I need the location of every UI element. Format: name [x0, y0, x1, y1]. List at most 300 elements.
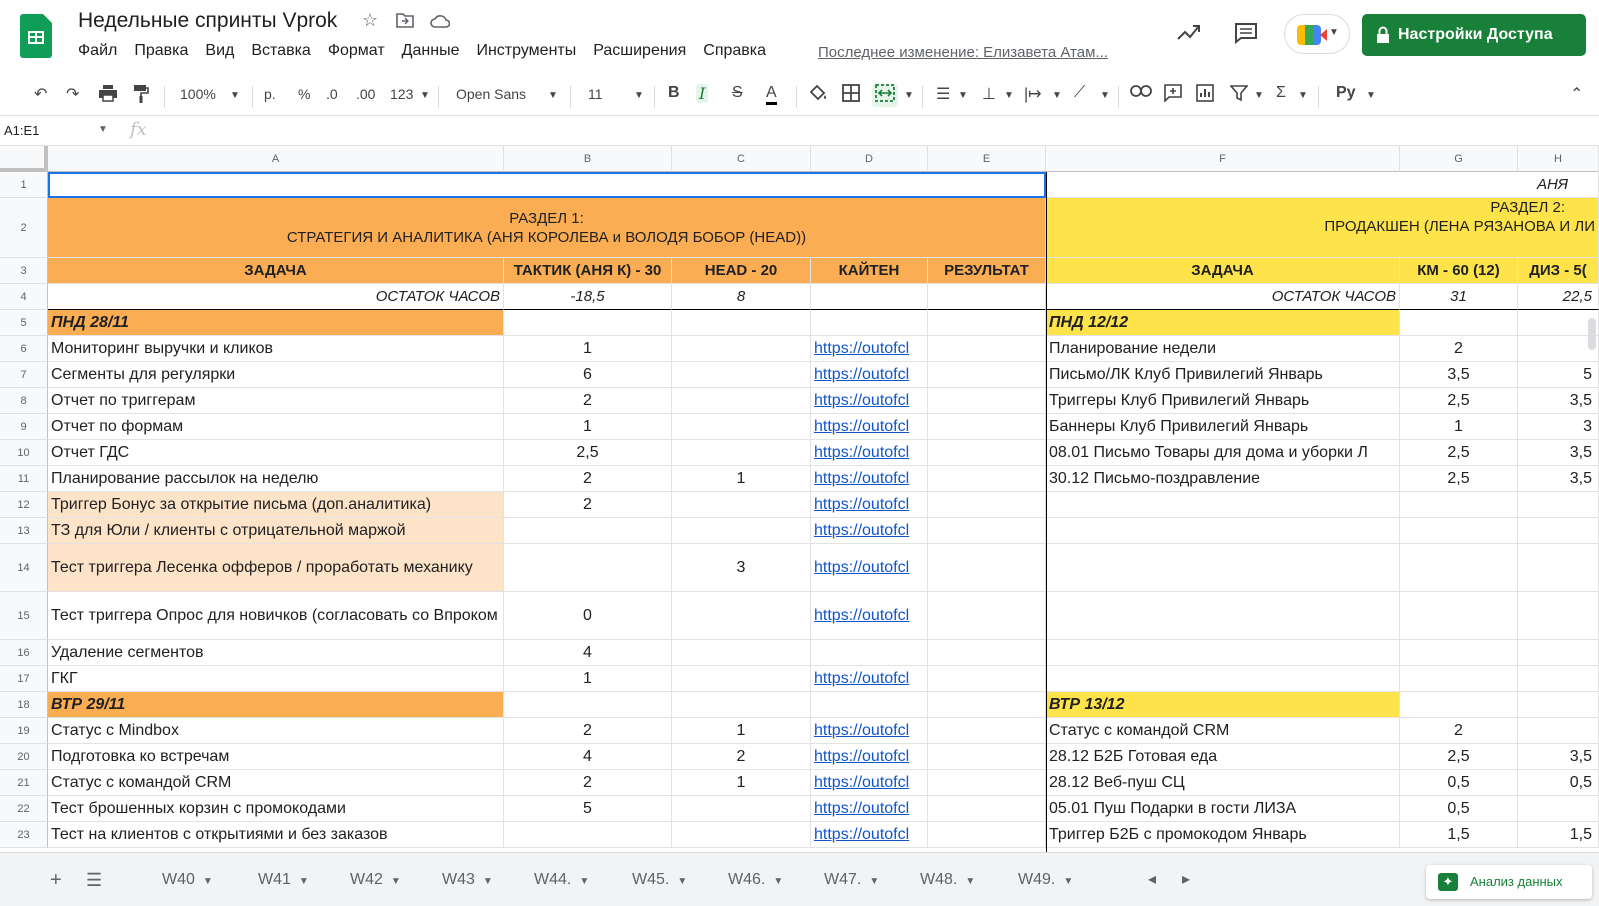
- section2-header-f[interactable]: ЗАДАЧА: [1046, 258, 1400, 284]
- section1-remaining-b[interactable]: -18,5: [504, 284, 672, 310]
- chevron-down-icon: ▼: [390, 876, 401, 887]
- document-title[interactable]: Недельные спринты Vprok: [78, 9, 338, 32]
- sheet-tab-label: W43: [442, 871, 475, 888]
- sheet-tab-label: W48.: [920, 871, 958, 888]
- sheet-tab-w43[interactable]: [442, 865, 493, 895]
- km-hours-cell[interactable]: [1400, 518, 1518, 544]
- scroll-tabs-left-icon[interactable]: ◂: [1148, 871, 1157, 888]
- strikethrough-button[interactable]: S: [732, 84, 743, 101]
- share-button[interactable]: [1362, 14, 1586, 56]
- tactic-hours-cell[interactable]: 0: [504, 592, 672, 640]
- kaiten-link[interactable]: https://outofcl: [811, 492, 928, 518]
- km-hours-cell[interactable]: 2,5: [1400, 440, 1518, 466]
- head-hours-cell[interactable]: [672, 336, 811, 362]
- result-cell[interactable]: [928, 336, 1046, 362]
- explore-button[interactable]: [1426, 865, 1592, 899]
- section1-title[interactable]: [48, 198, 1046, 258]
- km-hours-cell[interactable]: [1400, 666, 1518, 692]
- kaiten-link[interactable]: https://outofcl: [811, 770, 928, 796]
- menu-data[interactable]: Данные: [401, 42, 460, 59]
- task-cell[interactable]: Статус с Mindbox: [48, 718, 504, 744]
- tactic-hours-cell[interactable]: 2: [504, 466, 672, 492]
- text-rotation-icon[interactable]: ⟋: [1074, 84, 1086, 101]
- result-cell[interactable]: [928, 718, 1046, 744]
- task-cell[interactable]: [1046, 640, 1400, 666]
- km-hours-cell[interactable]: [1400, 592, 1518, 640]
- row-header-5[interactable]: 5: [0, 310, 48, 336]
- diz-hours-cell[interactable]: 1,5: [1518, 822, 1599, 848]
- head-hours-cell[interactable]: 1: [672, 770, 811, 796]
- toolbar: [0, 76, 1599, 116]
- task-cell[interactable]: [1046, 492, 1400, 518]
- insert-chart-icon[interactable]: [1196, 84, 1214, 107]
- all-sheets-icon[interactable]: ☰: [86, 870, 103, 890]
- kaiten-link[interactable]: https://outofcl: [811, 362, 928, 388]
- tactic-hours-cell[interactable]: 6: [504, 362, 672, 388]
- paint-format-icon[interactable]: [132, 84, 150, 109]
- section1-header-c[interactable]: HEAD - 20: [672, 258, 811, 284]
- section2-title-line1: РАЗДЕЛ 2:: [1490, 199, 1565, 216]
- print-icon[interactable]: [98, 84, 118, 107]
- result-cell[interactable]: [928, 388, 1046, 414]
- diz-hours-cell[interactable]: [1518, 666, 1599, 692]
- result-cell[interactable]: [928, 692, 1046, 718]
- meet-button[interactable]: [1284, 14, 1350, 54]
- tactic-hours-cell[interactable]: 2: [504, 388, 672, 414]
- head-hours-cell[interactable]: [672, 362, 811, 388]
- sheet-tab-w47[interactable]: [824, 865, 879, 895]
- diz-hours-cell[interactable]: [1518, 796, 1599, 822]
- scroll-tabs-right-icon[interactable]: ▸: [1182, 871, 1191, 888]
- diz-hours-cell[interactable]: [1518, 640, 1599, 666]
- chevron-down-icon: ▼: [98, 124, 108, 135]
- result-cell[interactable]: [928, 440, 1046, 466]
- menu-file[interactable]: Файл: [78, 42, 118, 59]
- diz-hours-cell[interactable]: 3,5: [1518, 440, 1599, 466]
- head-hours-cell[interactable]: [672, 414, 811, 440]
- row-header-19[interactable]: 19: [0, 718, 48, 744]
- sheet-tab-label: W42: [350, 871, 383, 888]
- menu-edit[interactable]: Правка: [134, 42, 189, 59]
- head-hours-cell[interactable]: [672, 592, 811, 640]
- kaiten-link[interactable]: https://outofcl: [811, 440, 928, 466]
- diz-hours-cell[interactable]: 0,5: [1518, 770, 1599, 796]
- head-hours-cell[interactable]: [672, 388, 811, 414]
- km-hours-cell[interactable]: 2: [1400, 718, 1518, 744]
- explore-icon: ✦: [1438, 873, 1458, 891]
- result-cell[interactable]: [928, 744, 1046, 770]
- km-hours-cell[interactable]: 0,5: [1400, 770, 1518, 796]
- row-header-3[interactable]: 3: [0, 258, 48, 284]
- section1-header-d[interactable]: КАЙТЕН: [811, 258, 928, 284]
- menu-view[interactable]: Вид: [205, 42, 235, 59]
- task-cell[interactable]: ТЗ для Юли / клиенты с отрицательной маржой: [48, 518, 504, 544]
- column-header-b[interactable]: B: [504, 146, 672, 172]
- kaiten-link[interactable]: https://outofcl: [811, 414, 928, 440]
- result-cell[interactable]: [928, 544, 1046, 592]
- section2-remaining-label[interactable]: ОСТАТОК ЧАСОВ: [1046, 284, 1400, 310]
- head-hours-cell[interactable]: [672, 518, 811, 544]
- task-cell[interactable]: Письмо/ЛК Клуб Привилегий Январь: [1046, 362, 1400, 388]
- result-cell[interactable]: [928, 414, 1046, 440]
- task-cell[interactable]: Отчет ГДС: [48, 440, 504, 466]
- diz-hours-cell[interactable]: 3,5: [1518, 466, 1599, 492]
- result-cell[interactable]: [928, 362, 1046, 388]
- row-header-16[interactable]: 16: [0, 640, 48, 666]
- km-hours-cell[interactable]: 2: [1400, 336, 1518, 362]
- undo-icon[interactable]: ↶: [34, 86, 48, 103]
- input-tools-button[interactable]: Pу: [1336, 84, 1356, 101]
- redo-icon[interactable]: ↷: [66, 86, 80, 103]
- head-hours-cell[interactable]: 1: [672, 466, 811, 492]
- head-hours-cell[interactable]: [672, 796, 811, 822]
- cell[interactable]: [811, 284, 928, 310]
- section1-header-a[interactable]: ЗАДАЧА: [48, 258, 504, 284]
- diz-hours-cell[interactable]: [1518, 336, 1599, 362]
- chevron-down-icon: ▼: [230, 90, 240, 101]
- result-cell[interactable]: [928, 796, 1046, 822]
- task-cell[interactable]: 28.12 Б2Б Готовая еда: [1046, 744, 1400, 770]
- km-hours-cell[interactable]: 1,5: [1400, 822, 1518, 848]
- row-header-9[interactable]: 9: [0, 414, 48, 440]
- task-cell[interactable]: Статус с командой CRM: [48, 770, 504, 796]
- task-cell[interactable]: Статус с командой CRM: [1046, 718, 1400, 744]
- decrease-decimal-button[interactable]: .0: [326, 86, 338, 102]
- functions-icon[interactable]: Σ: [1276, 84, 1286, 101]
- column-header-c[interactable]: C: [672, 146, 811, 172]
- tactic-hours-cell[interactable]: 2: [504, 718, 672, 744]
- diz-hours-cell[interactable]: 5: [1518, 362, 1599, 388]
- kaiten-link[interactable]: https://outofcl: [811, 718, 928, 744]
- column-header-a[interactable]: A: [48, 146, 504, 172]
- chevron-down-icon: ▼: [1366, 90, 1376, 101]
- row-header-8[interactable]: 8: [0, 388, 48, 414]
- result-cell[interactable]: [928, 310, 1046, 336]
- head-hours-cell[interactable]: [672, 492, 811, 518]
- section2-header-g[interactable]: КМ - 60 (12): [1400, 258, 1518, 284]
- column-header-h[interactable]: H: [1518, 146, 1599, 172]
- task-cell[interactable]: Сегменты для регулярки: [48, 362, 504, 388]
- task-cell[interactable]: 05.01 Пуш Подарки в гости ЛИЗА: [1046, 796, 1400, 822]
- kaiten-link[interactable]: https://outofcl: [811, 466, 928, 492]
- km-hours-cell[interactable]: 2,5: [1400, 744, 1518, 770]
- section1-header-e[interactable]: РЕЗУЛЬТАТ: [928, 258, 1046, 284]
- result-cell[interactable]: [928, 822, 1046, 848]
- row-header-14[interactable]: 14: [0, 544, 48, 592]
- day-label[interactable]: ВТР 13/12: [1046, 692, 1400, 718]
- kaiten-link[interactable]: https://outofcl: [811, 822, 928, 848]
- section2-title-line2: ПРОДАКШЕН (ЛЕНА РЯЗАНОВА И ЛИ: [1324, 218, 1595, 235]
- row-header-4[interactable]: 4: [0, 284, 48, 310]
- tactic-hours-cell[interactable]: 4: [504, 640, 672, 666]
- tactic-hours-cell[interactable]: [504, 544, 672, 592]
- tactic-hours-cell[interactable]: 5: [504, 796, 672, 822]
- sheet-tab-label: W45.: [632, 871, 670, 888]
- head-hours-cell[interactable]: 1: [672, 718, 811, 744]
- header: [0, 0, 1599, 72]
- zoom-select[interactable]: 100%: [180, 86, 216, 102]
- diz-hours-cell[interactable]: [1518, 592, 1599, 640]
- task-cell[interactable]: 30.12 Письмо-поздравление: [1046, 466, 1400, 492]
- select-all-corner[interactable]: [0, 146, 48, 172]
- tactic-hours-cell[interactable]: [504, 310, 672, 336]
- km-hours-cell[interactable]: 2,5: [1400, 388, 1518, 414]
- menu-extensions[interactable]: Расширения: [593, 42, 687, 59]
- result-cell[interactable]: [928, 666, 1046, 692]
- task-cell[interactable]: [1046, 518, 1400, 544]
- last-edit-link[interactable]: Последнее изменение: Елизавета Атам...: [818, 44, 1108, 61]
- text-wrap-icon[interactable]: |↦: [1024, 86, 1042, 103]
- sheet-tab-w40[interactable]: [162, 865, 213, 895]
- km-hours-cell[interactable]: [1400, 640, 1518, 666]
- km-hours-cell[interactable]: 0,5: [1400, 796, 1518, 822]
- font-select[interactable]: Open Sans: [456, 86, 527, 102]
- percent-format-button[interactable]: %: [298, 86, 311, 102]
- section2-remaining-h[interactable]: 22,5: [1518, 284, 1599, 310]
- name-box[interactable]: A1:E1: [4, 123, 40, 138]
- km-hours-cell[interactable]: [1400, 492, 1518, 518]
- day-label[interactable]: ВТР 29/11: [48, 692, 504, 718]
- row-header-11[interactable]: 11: [0, 466, 48, 492]
- section2-header-h[interactable]: ДИЗ - 5(: [1518, 258, 1599, 284]
- share-label: Настройки Доступа: [1398, 26, 1553, 43]
- row-header-18[interactable]: 18: [0, 692, 48, 718]
- section2-owner[interactable]: АНЯ: [1046, 172, 1599, 198]
- more-formats-button[interactable]: 123: [390, 86, 414, 102]
- row-header-2[interactable]: 2: [0, 198, 48, 258]
- task-cell[interactable]: Тест триггера Опрос для новичков (согласовать со Впроком: [48, 592, 504, 640]
- diz-hours-cell[interactable]: [1518, 718, 1599, 744]
- sheet-tab-label: W41: [258, 871, 291, 888]
- filter-icon[interactable]: [1230, 84, 1248, 107]
- tactic-hours-cell[interactable]: [504, 518, 672, 544]
- spreadsheet-grid[interactable]: [0, 146, 1599, 852]
- add-sheet-icon[interactable]: +: [50, 869, 62, 891]
- km-hours-cell[interactable]: 1: [1400, 414, 1518, 440]
- chevron-down-icon: ▼: [1254, 90, 1264, 101]
- comments-icon[interactable]: [1234, 22, 1258, 50]
- task-cell[interactable]: Триггер Бонус за открытие письма (доп.аналитика): [48, 492, 504, 518]
- menu-tools[interactable]: Инструменты: [476, 42, 577, 59]
- diz-hours-cell[interactable]: 3,5: [1518, 744, 1599, 770]
- activity-trend-icon[interactable]: [1176, 22, 1202, 48]
- cloud-status-icon[interactable]: [430, 12, 450, 33]
- task-cell[interactable]: [1046, 592, 1400, 640]
- diz-hours-cell[interactable]: [1518, 544, 1599, 592]
- tactic-hours-cell[interactable]: 1: [504, 414, 672, 440]
- selection-outline: [48, 172, 1046, 198]
- formula-bar: [0, 116, 1599, 146]
- tactic-hours-cell[interactable]: 2: [504, 492, 672, 518]
- kaiten-link[interactable]: https://outofcl: [811, 518, 928, 544]
- chevron-down-icon: ▼: [579, 876, 590, 887]
- head-hours-cell[interactable]: [672, 640, 811, 666]
- result-cell[interactable]: [928, 770, 1046, 796]
- kaiten-cell[interactable]: [811, 640, 928, 666]
- row-header-17[interactable]: 17: [0, 666, 48, 692]
- diz-hours-cell[interactable]: 3: [1518, 414, 1599, 440]
- tactic-hours-cell[interactable]: 2,5: [504, 440, 672, 466]
- result-cell[interactable]: [928, 492, 1046, 518]
- fill-color-icon[interactable]: [808, 84, 828, 107]
- kaiten-link[interactable]: https://outofcl: [811, 336, 928, 362]
- task-cell[interactable]: ГКГ: [48, 666, 504, 692]
- menu-insert[interactable]: Вставка: [251, 42, 311, 59]
- task-cell[interactable]: [1046, 666, 1400, 692]
- sheet-tab-w41[interactable]: [258, 865, 309, 895]
- task-cell[interactable]: Тест триггера Лесенка офферов / проработать механику: [48, 544, 504, 592]
- star-icon[interactable]: ☆: [362, 10, 379, 30]
- tactic-hours-cell[interactable]: 4: [504, 744, 672, 770]
- column-header-g[interactable]: G: [1400, 146, 1518, 172]
- kaiten-link[interactable]: https://outofcl: [811, 388, 928, 414]
- increase-decimal-button[interactable]: .00: [356, 86, 376, 102]
- task-cell[interactable]: Удаление сегментов: [48, 640, 504, 666]
- chevron-down-icon: ▼: [869, 876, 880, 887]
- sheet-tab-label: W49.: [1018, 871, 1056, 888]
- row-header-22[interactable]: 22: [0, 796, 48, 822]
- section1-remaining-label[interactable]: ОСТАТОК ЧАСОВ: [48, 284, 504, 310]
- km-hours-cell[interactable]: [1400, 544, 1518, 592]
- task-cell[interactable]: Подготовка ко встречам: [48, 744, 504, 770]
- head-hours-cell[interactable]: [672, 822, 811, 848]
- sheet-tab-w42[interactable]: [350, 865, 401, 895]
- section2-title[interactable]: [1046, 198, 1599, 258]
- result-cell[interactable]: [928, 466, 1046, 492]
- row-header-12[interactable]: 12: [0, 492, 48, 518]
- task-cell[interactable]: Отчет по формам: [48, 414, 504, 440]
- section2-remaining-g[interactable]: 31: [1400, 284, 1518, 310]
- task-cell[interactable]: Баннеры Клуб Привилегий Январь: [1046, 414, 1400, 440]
- kaiten-link[interactable]: https://outofcl: [811, 796, 928, 822]
- insert-comment-icon[interactable]: [1164, 84, 1182, 107]
- chevron-down-icon: ▼: [1329, 27, 1339, 38]
- explore-label: Анализ данных: [1470, 874, 1563, 889]
- italic-button[interactable]: I: [696, 84, 708, 103]
- sheet-tab-w46[interactable]: [728, 865, 783, 895]
- chevron-down-icon: ▼: [482, 876, 493, 887]
- head-hours-cell[interactable]: [672, 310, 811, 336]
- task-cell[interactable]: Триггер Б2Б с промокодом Январь: [1046, 822, 1400, 848]
- result-cell[interactable]: [928, 640, 1046, 666]
- section1-header-b[interactable]: ТАКТИК (АНЯ К) - 30: [504, 258, 672, 284]
- kaiten-link[interactable]: https://outofcl: [811, 666, 928, 692]
- tactic-hours-cell[interactable]: [504, 822, 672, 848]
- km-hours-cell[interactable]: 3,5: [1400, 362, 1518, 388]
- row-header-10[interactable]: 10: [0, 440, 48, 466]
- head-hours-cell[interactable]: [672, 692, 811, 718]
- row-header-13[interactable]: 13: [0, 518, 48, 544]
- day-label[interactable]: ПНД 28/11: [48, 310, 504, 336]
- bold-button[interactable]: B: [668, 84, 680, 101]
- row-header-15[interactable]: 15: [0, 592, 48, 640]
- chevron-down-icon: ▼: [965, 876, 976, 887]
- head-hours-cell[interactable]: 3: [672, 544, 811, 592]
- task-cell[interactable]: Мониторинг выручки и кликов: [48, 336, 504, 362]
- insert-link-icon[interactable]: [1130, 84, 1152, 103]
- head-hours-cell[interactable]: [672, 666, 811, 692]
- diz-hours-cell[interactable]: [1518, 518, 1599, 544]
- row-header-6[interactable]: 6: [0, 336, 48, 362]
- km-hours-cell[interactable]: [1400, 310, 1518, 336]
- task-cell[interactable]: 08.01 Письмо Товары для дома и уборки Л: [1046, 440, 1400, 466]
- tactic-hours-cell[interactable]: 2: [504, 770, 672, 796]
- section1-remaining-c[interactable]: 8: [672, 284, 811, 310]
- move-folder-icon[interactable]: [396, 12, 414, 33]
- column-header-f[interactable]: F: [1046, 146, 1400, 172]
- sheet-tab-w48[interactable]: [920, 865, 975, 895]
- row-header-1[interactable]: 1: [0, 172, 48, 198]
- row-header-7[interactable]: 7: [0, 362, 48, 388]
- task-cell[interactable]: Отчет по триггерам: [48, 388, 504, 414]
- task-cell[interactable]: Тест на клиентов с открытиями и без заказов: [48, 822, 504, 848]
- kaiten-cell[interactable]: [811, 310, 928, 336]
- merge-cells-icon[interactable]: [872, 84, 898, 107]
- task-cell[interactable]: Тест брошенных корзин с промокодами: [48, 796, 504, 822]
- tactic-hours-cell[interactable]: [504, 692, 672, 718]
- kaiten-link[interactable]: https://outofcl: [811, 744, 928, 770]
- chevron-down-icon: ▼: [1052, 90, 1062, 101]
- cell[interactable]: [928, 284, 1046, 310]
- head-hours-cell[interactable]: 2: [672, 744, 811, 770]
- kaiten-cell[interactable]: [811, 692, 928, 718]
- text-color-button[interactable]: A: [766, 84, 777, 105]
- km-hours-cell[interactable]: [1400, 692, 1518, 718]
- day-label[interactable]: ПНД 12/12: [1046, 310, 1400, 336]
- task-cell[interactable]: Планирование рассылок на неделю: [48, 466, 504, 492]
- row-header-21[interactable]: 21: [0, 770, 48, 796]
- chevron-down-icon: ▼: [1004, 90, 1014, 101]
- task-cell[interactable]: Планирование недели: [1046, 336, 1400, 362]
- menu-help[interactable]: Справка: [703, 42, 767, 59]
- diz-hours-cell[interactable]: [1518, 492, 1599, 518]
- sheet-tab-w49[interactable]: [1018, 865, 1073, 895]
- task-cell[interactable]: 28.12 Веб-пуш СЦ: [1046, 770, 1400, 796]
- sheets-logo-icon[interactable]: [20, 14, 52, 58]
- column-header-e[interactable]: E: [928, 146, 1046, 172]
- vertical-scrollbar[interactable]: [1588, 318, 1596, 350]
- align-horizontal-icon[interactable]: ☰: [936, 86, 951, 103]
- km-hours-cell[interactable]: 2,5: [1400, 466, 1518, 492]
- result-cell[interactable]: [928, 592, 1046, 640]
- column-header-d[interactable]: D: [811, 146, 928, 172]
- diz-hours-cell[interactable]: [1518, 310, 1599, 336]
- sheet-tab-w45[interactable]: [632, 865, 687, 895]
- row-header-20[interactable]: 20: [0, 744, 48, 770]
- align-vertical-icon[interactable]: ⊥: [982, 86, 996, 103]
- chevron-down-icon: ▼: [1298, 90, 1308, 101]
- head-hours-cell[interactable]: [672, 440, 811, 466]
- currency-format-button[interactable]: р.: [264, 86, 276, 102]
- menu-format[interactable]: Формат: [327, 42, 385, 59]
- chevron-down-icon: ▼: [548, 90, 558, 101]
- borders-icon[interactable]: [842, 84, 860, 107]
- sheet-tab-w44[interactable]: [534, 865, 589, 895]
- row-header-23[interactable]: 23: [0, 822, 48, 848]
- chevron-down-icon: ▼: [634, 90, 644, 101]
- font-size-select[interactable]: 11: [588, 86, 603, 102]
- tactic-hours-cell[interactable]: 1: [504, 666, 672, 692]
- tactic-hours-cell[interactable]: 1: [504, 336, 672, 362]
- kaiten-link[interactable]: https://outofcl: [811, 544, 928, 592]
- task-cell[interactable]: [1046, 544, 1400, 592]
- diz-hours-cell[interactable]: [1518, 692, 1599, 718]
- kaiten-link[interactable]: https://outofcl: [811, 592, 928, 640]
- collapse-toolbar-icon[interactable]: ⌃: [1570, 86, 1584, 103]
- diz-hours-cell[interactable]: 3,5: [1518, 388, 1599, 414]
- result-cell[interactable]: [928, 518, 1046, 544]
- task-cell[interactable]: Триггеры Клуб Привилегий Январь: [1046, 388, 1400, 414]
